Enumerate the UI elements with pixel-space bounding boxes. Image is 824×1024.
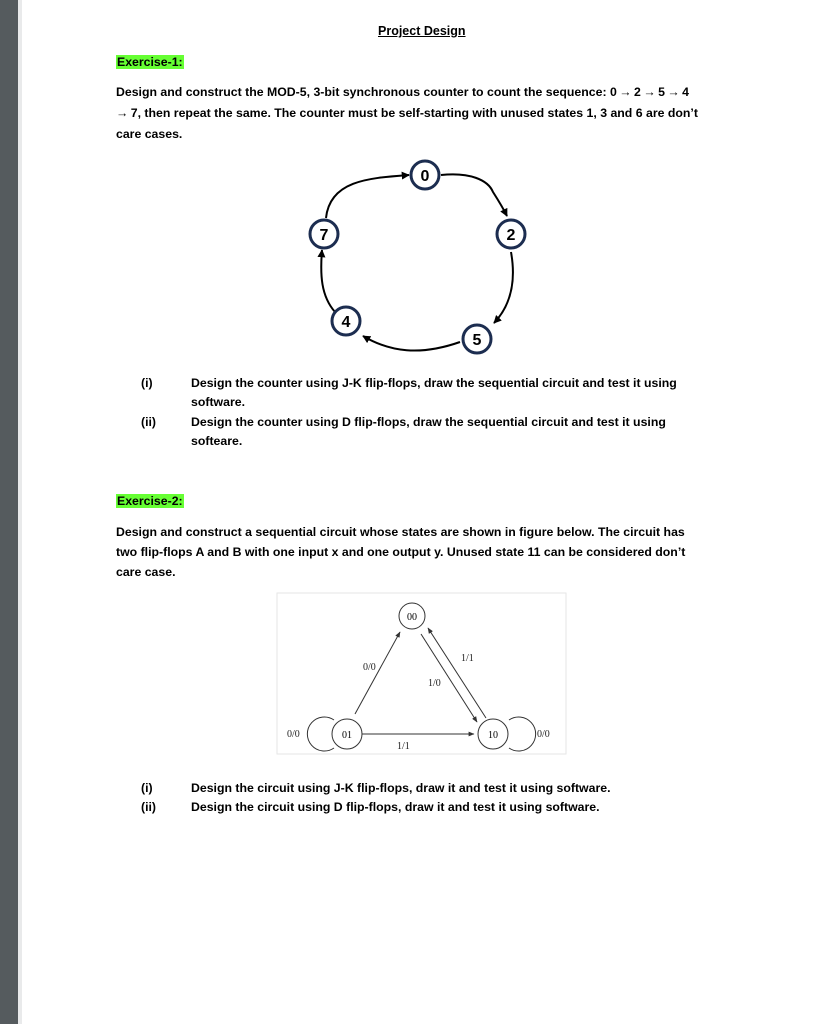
exercise-1-paragraph-line-2: → 7, then repeat the same. The counter must be self-starting with unused states 1, 3 and 6 are don’t — [116, 106, 698, 120]
label-self-10: 0/0 — [537, 729, 550, 740]
exercise-1-task-2-line-1: Design the counter using D flip-flops, draw the sequential circuit and test it using — [191, 415, 666, 429]
label-10-to-00: 1/1 — [461, 653, 474, 664]
state-0-label: 0 — [420, 168, 430, 185]
page-title: Project Design — [378, 24, 466, 38]
transition-5-to-4 — [363, 336, 460, 351]
state-00-label: 00 — [407, 612, 417, 623]
state-0-node — [411, 161, 439, 189]
state-00-node — [399, 603, 425, 629]
state-2-label: 2 — [506, 227, 516, 244]
exercise-2-heading — [116, 494, 184, 508]
state-5-label: 5 — [472, 332, 482, 349]
state-10-node — [478, 719, 508, 749]
exercise-1-task-2-line-2: softeare. — [191, 434, 243, 448]
label-01-to-00: 0/0 — [363, 662, 376, 673]
label-self-01: 0/0 — [287, 729, 300, 740]
exercise-1-paragraph-line-1: Design and construct the MOD-5, 3-bit synchronous counter to count the sequence: 0 → 2 → 5 → 4 — [116, 85, 689, 99]
exercise-1-task-1-line-2: software. — [191, 395, 245, 409]
label-01-to-10: 1/1 — [397, 741, 410, 752]
exercise-1-task-1-line-1: Design the counter using J-K flip-flops, draw the sequential circuit and test it using — [191, 376, 677, 390]
state-10-label: 10 — [488, 730, 498, 741]
exercise-2-task-2-number: (ii) — [141, 800, 157, 814]
exercise-2-task-1-number: (i) — [141, 781, 153, 795]
exercise-1-task-1-number: (i) — [141, 376, 153, 390]
state-4-label: 4 — [341, 314, 351, 331]
transition-4-to-7 — [321, 250, 335, 312]
state-7-label: 7 — [319, 227, 329, 244]
exercise-2-paragraph-line-1: Design and construct a sequential circuit whose states are shown in figure below. The circuit has — [116, 525, 685, 539]
exercise-2-paragraph-line-2: two flip-flops A and B with one input x and one output y. Unused state 11 can be considered don’t — [116, 545, 686, 559]
transition-7-to-0 — [326, 175, 409, 218]
state-01-node — [332, 719, 362, 749]
exercise-2-task-2-line-1: Design the circuit using D flip-flops, draw it and test it using software. — [191, 800, 600, 814]
state-2-node — [497, 220, 525, 248]
exercise-1-task-2-number: (ii) — [141, 415, 157, 429]
state-4-node — [332, 307, 360, 335]
transition-2-to-5 — [494, 252, 513, 323]
sequential-state-diagram — [277, 593, 566, 754]
state-7-node — [310, 220, 338, 248]
state-01-label: 01 — [342, 730, 352, 741]
exercise-1-heading-text: Exercise-1: — [117, 55, 183, 69]
counter-state-diagram — [310, 161, 525, 353]
state-5-node — [463, 325, 491, 353]
transition-0-to-2 — [441, 174, 507, 216]
exercise-2-heading-text: Exercise-2: — [117, 494, 183, 508]
label-00-to-10: 1/0 — [428, 678, 441, 689]
exercise-1-paragraph-line-3: care cases. — [116, 127, 183, 141]
exercise-2-task-1-line-1: Design the circuit using J-K flip-flops, draw it and test it using software. — [191, 781, 611, 795]
exercise-2-paragraph-line-3: care case. — [116, 565, 176, 579]
